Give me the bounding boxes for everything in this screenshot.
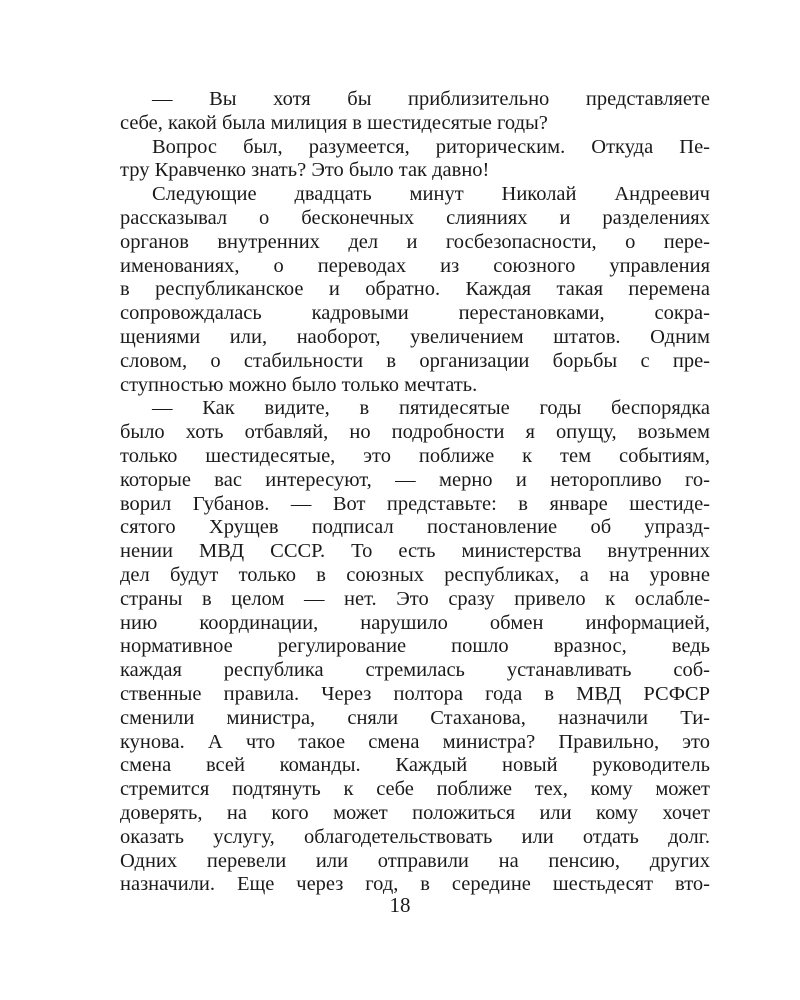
text-line: ступностью можно было только мечтать. (120, 373, 478, 396)
text-line: тру Кравченко знать? Это было так давно! (120, 159, 490, 182)
text-line: было хоть отбавляй, но подробности я опущу, возьмем (120, 421, 710, 444)
text-line: себе, какой была милиция в шестидесятые годы? (120, 111, 548, 134)
text-line: кунова. А что такое смена министра? Правильно, это (120, 730, 710, 753)
text-line: дел будут только в союзных республиках, а на уровне (120, 563, 710, 586)
text-line: каждая республика стремилась устанавливать соб- (120, 659, 710, 682)
text-line: которые вас интересуют, — мерно и неторопливо го- (120, 468, 710, 491)
text-line: Вопрос был, разумеется, риторическим. Откуда Пе- (152, 135, 710, 158)
text-line: ственные правила. Через полтора года в МВД РСФСР (120, 682, 710, 705)
text-line: органов внутренних дел и госбезопасности, о пере- (120, 230, 710, 253)
text-line: Следующие двадцать минут Николай Андреевич (152, 183, 710, 206)
text-line: только шестидесятые, это поближе к тем событиям, (120, 444, 710, 467)
text-line: сменили министра, сняли Стаханова, назначили Ти- (120, 706, 710, 729)
text-line: — Как видите, в пятидесятые годы беспорядка (152, 397, 710, 420)
text-line: в республиканское и обратно. Каждая такая перемена (120, 278, 710, 301)
text-line: смена всей команды. Каждый новый руководитель (120, 754, 710, 777)
text-line: нию координации, нарушило обмен информацией, (120, 611, 710, 634)
text-line: назначили. Еще через год, в середине шестьдесят вто- (120, 873, 710, 896)
text-line: Одних перевели или отправили на пенсию, других (120, 849, 710, 872)
text-line: нормативное регулирование пошло вразнос, ведь (120, 635, 710, 658)
text-line: словом, о стабильности в организации борьбы с пре- (120, 349, 710, 372)
text-line: доверять, на кого может положиться или кому хочет (120, 801, 710, 824)
text-line: ворил Губанов. — Вот представьте: в январе шестиде- (120, 492, 710, 515)
text-line: рассказывал о бесконечных слияниях и разделениях (120, 206, 710, 229)
text-line: страны в целом — нет. Это сразу привело к ослабле- (120, 587, 710, 610)
text-line: — Вы хотя бы приблизительно представляете (152, 88, 710, 110)
body-text (120, 88, 710, 897)
text-line: нении МВД СССР. То есть министерства внутренних (120, 540, 710, 563)
text-line: стремится подтянуть к себе поближе тех, кому может (120, 778, 710, 801)
text-line: щениями или, наоборот, увеличением штатов. Одним (120, 325, 710, 348)
text-line: сятого Хрущев подписал постановление об упразд- (120, 516, 710, 539)
text-line: сопровождалась кадровыми перестановками, сокра- (120, 302, 710, 325)
text-line: оказать услугу, облагодетельствовать или отдать долг. (120, 825, 710, 848)
page-number: 18 (389, 893, 411, 917)
text-line: именованиях, о переводах из союзного управления (120, 254, 710, 277)
